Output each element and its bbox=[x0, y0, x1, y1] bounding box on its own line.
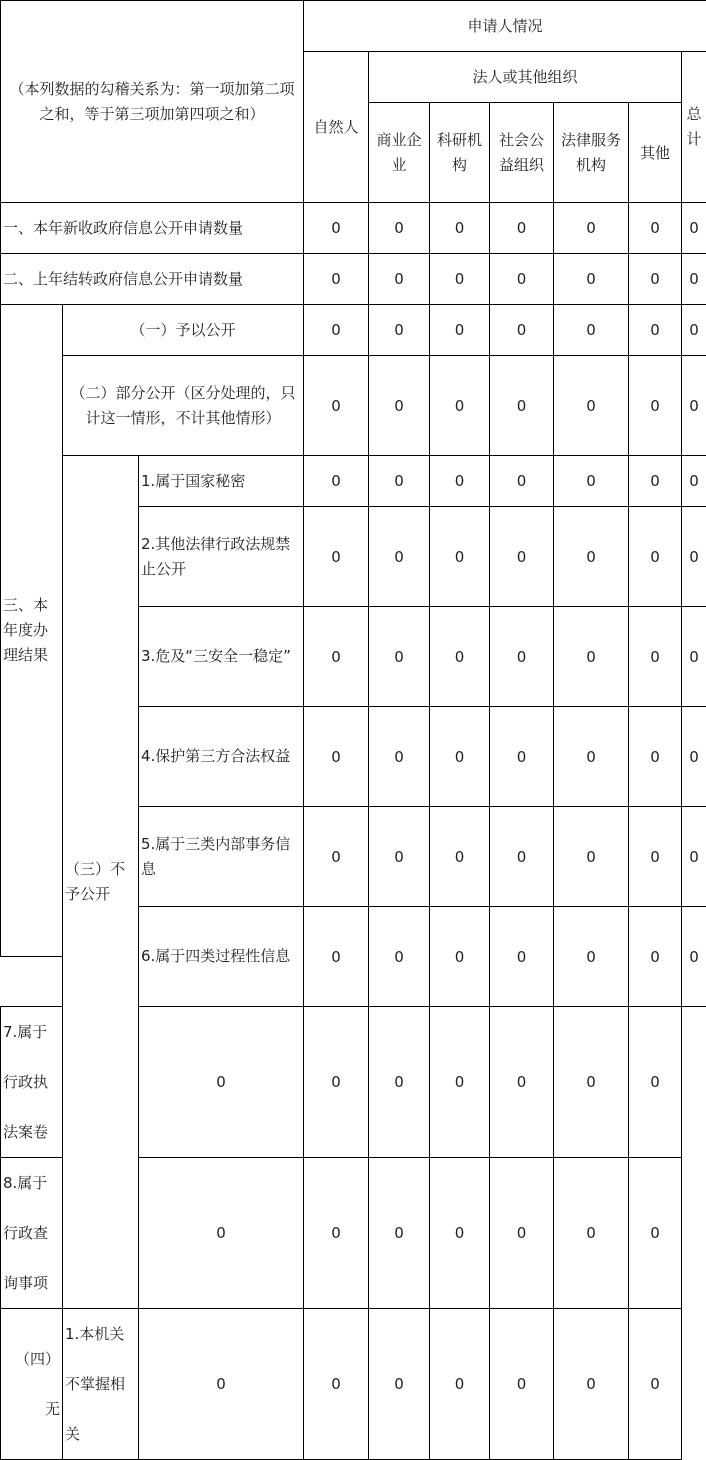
cell-value: 0 bbox=[430, 1309, 490, 1460]
cell-value: 0 bbox=[304, 254, 369, 305]
cell-value: 0 bbox=[554, 305, 629, 356]
cell-value: 0 bbox=[629, 1309, 682, 1460]
cell-value: 0 bbox=[369, 907, 430, 1007]
header-total: 总计 bbox=[682, 52, 706, 203]
cell-value: 0 bbox=[554, 707, 629, 807]
unable-label: （四）无 bbox=[1, 1309, 63, 1460]
header-applicant: 申请人情况 bbox=[304, 1, 706, 52]
cell-value: 0 bbox=[304, 507, 369, 607]
row-label: 二、上年结转政府信息公开申请数量 bbox=[1, 254, 304, 305]
row-label: 一、本年新收政府信息公开申请数量 bbox=[1, 203, 304, 254]
cell-value: 0 bbox=[554, 1007, 629, 1158]
cell-value: 0 bbox=[430, 203, 490, 254]
cell-value: 0 bbox=[629, 507, 682, 607]
cell-value: 0 bbox=[304, 456, 369, 507]
cell-value: 0 bbox=[629, 807, 682, 907]
cell-value: 0 bbox=[430, 456, 490, 507]
row-label: 3.危及“三安全一稳定” bbox=[139, 607, 304, 707]
cell-value: 0 bbox=[304, 1158, 369, 1309]
cell-value: 0 bbox=[304, 203, 369, 254]
cell-value: 0 bbox=[490, 254, 554, 305]
cell-value: 0 bbox=[554, 607, 629, 707]
cell-value: 0 bbox=[430, 356, 490, 456]
cell-value: 0 bbox=[490, 1007, 554, 1158]
header-social: 社会公益组织 bbox=[490, 103, 554, 203]
header-research: 科研机构 bbox=[430, 103, 490, 203]
cell-value: 0 bbox=[629, 305, 682, 356]
cell-value: 0 bbox=[490, 356, 554, 456]
table-row bbox=[1, 356, 706, 406]
cell-value: 0 bbox=[369, 254, 430, 305]
cell-value: 0 bbox=[430, 707, 490, 807]
cell-value: 0 bbox=[304, 907, 369, 1007]
cell-value: 0 bbox=[369, 707, 430, 807]
cell-value: 0 bbox=[430, 907, 490, 1007]
cell-value: 0 bbox=[369, 456, 430, 507]
cell-value: 0 bbox=[682, 356, 706, 456]
row-label: 5.属于三类内部事务信息 bbox=[139, 807, 304, 907]
row-label: 7.属于行政执法案卷 bbox=[1, 1007, 63, 1158]
cell-value: 0 bbox=[304, 305, 369, 356]
cell-value: 0 bbox=[490, 807, 554, 907]
cell-value: 0 bbox=[554, 507, 629, 607]
cell-value: 0 bbox=[430, 254, 490, 305]
cell-value: 0 bbox=[430, 1158, 490, 1309]
cell-value: 0 bbox=[629, 203, 682, 254]
row-label: 4.保护第三方合法权益 bbox=[139, 707, 304, 807]
cell-value: 0 bbox=[430, 507, 490, 607]
cell-value: 0 bbox=[554, 356, 629, 456]
cell-value: 0 bbox=[682, 807, 706, 907]
cell-value: 0 bbox=[682, 456, 706, 507]
cell-value: 0 bbox=[369, 1007, 430, 1158]
cell-value: 0 bbox=[430, 305, 490, 356]
cell-value: 0 bbox=[490, 507, 554, 607]
row-label: 8.属于行政查询事项 bbox=[1, 1158, 63, 1309]
cell-value: 0 bbox=[554, 254, 629, 305]
cell-value: 0 bbox=[304, 707, 369, 807]
cell-value: 0 bbox=[139, 1007, 304, 1158]
table-row bbox=[1, 456, 706, 507]
cell-value: 0 bbox=[629, 356, 682, 456]
cell-value: 0 bbox=[369, 356, 430, 456]
cell-value: 0 bbox=[139, 1309, 304, 1460]
header-natural-person: 自然人 bbox=[304, 52, 369, 203]
cell-value: 0 bbox=[369, 807, 430, 907]
cell-value: 0 bbox=[554, 203, 629, 254]
cell-value: 0 bbox=[629, 1158, 682, 1309]
cell-value: 0 bbox=[682, 607, 706, 707]
header-legal-entity: 法人或其他组织 bbox=[369, 52, 682, 103]
cell-value: 0 bbox=[369, 607, 430, 707]
row-label: 2.其他法律行政法规禁止公开 bbox=[139, 507, 304, 607]
cell-value: 0 bbox=[490, 907, 554, 1007]
header-other: 其他 bbox=[629, 103, 682, 203]
cell-value: 0 bbox=[490, 456, 554, 507]
cell-value: 0 bbox=[682, 254, 706, 305]
header-commercial: 商业企业 bbox=[369, 103, 430, 203]
cell-value: 0 bbox=[629, 907, 682, 1007]
cell-value: 0 bbox=[629, 1007, 682, 1158]
cell-value: 0 bbox=[369, 507, 430, 607]
header-legal-service: 法律服务机构 bbox=[554, 103, 629, 203]
section-3-label: 三、本年度办理结果 bbox=[1, 305, 63, 957]
cell-value: 0 bbox=[304, 1007, 369, 1158]
table-row bbox=[1, 305, 706, 356]
cell-value: 0 bbox=[554, 907, 629, 1007]
cell-value: 0 bbox=[554, 1158, 629, 1309]
cell-value: 0 bbox=[490, 305, 554, 356]
row-label: 1.本机关不掌握相关 bbox=[63, 1309, 139, 1460]
row-label: （一）予以公开 bbox=[63, 305, 304, 356]
cell-value: 0 bbox=[139, 1158, 304, 1309]
cell-value: 0 bbox=[629, 607, 682, 707]
table-row bbox=[1, 1309, 706, 1460]
cell-value: 0 bbox=[369, 1158, 430, 1309]
cell-value: 0 bbox=[629, 707, 682, 807]
cell-value: 0 bbox=[682, 707, 706, 807]
cell-value: 0 bbox=[554, 456, 629, 507]
cell-value: 0 bbox=[304, 1309, 369, 1460]
cell-value: 0 bbox=[682, 203, 706, 254]
cell-value: 0 bbox=[430, 1007, 490, 1158]
table-row bbox=[1, 254, 706, 305]
header-description: （本列数据的勾稽关系为：第一项加第二项之和，等于第三项加第四项之和） bbox=[1, 1, 304, 203]
cell-value: 0 bbox=[629, 254, 682, 305]
cell-value: 0 bbox=[304, 807, 369, 907]
cell-value: 0 bbox=[682, 507, 706, 607]
cell-value: 0 bbox=[682, 907, 706, 1007]
cell-value: 0 bbox=[490, 1158, 554, 1309]
cell-value: 0 bbox=[554, 807, 629, 907]
cell-value: 0 bbox=[490, 203, 554, 254]
cell-value: 0 bbox=[369, 203, 430, 254]
row-label: （二）部分公开（区分处理的，只计这一情形，不计其他情形） bbox=[63, 356, 304, 456]
row-label: 6.属于四类过程性信息 bbox=[139, 907, 304, 1007]
cell-value: 0 bbox=[490, 1309, 554, 1460]
cell-value: 0 bbox=[304, 607, 369, 707]
cell-value: 0 bbox=[629, 456, 682, 507]
cell-value: 0 bbox=[304, 356, 369, 456]
cell-value: 0 bbox=[682, 305, 706, 356]
table-row bbox=[1, 203, 706, 254]
cell-value: 0 bbox=[430, 807, 490, 907]
not-disclosed-label: （三）不予公开 bbox=[63, 456, 139, 1309]
cell-value: 0 bbox=[369, 1309, 430, 1460]
row-label: 1.属于国家秘密 bbox=[139, 456, 304, 507]
cell-value: 0 bbox=[554, 1309, 629, 1460]
cell-value: 0 bbox=[490, 707, 554, 807]
cell-value: 0 bbox=[369, 305, 430, 356]
cell-value: 0 bbox=[490, 607, 554, 707]
cell-value: 0 bbox=[430, 607, 490, 707]
